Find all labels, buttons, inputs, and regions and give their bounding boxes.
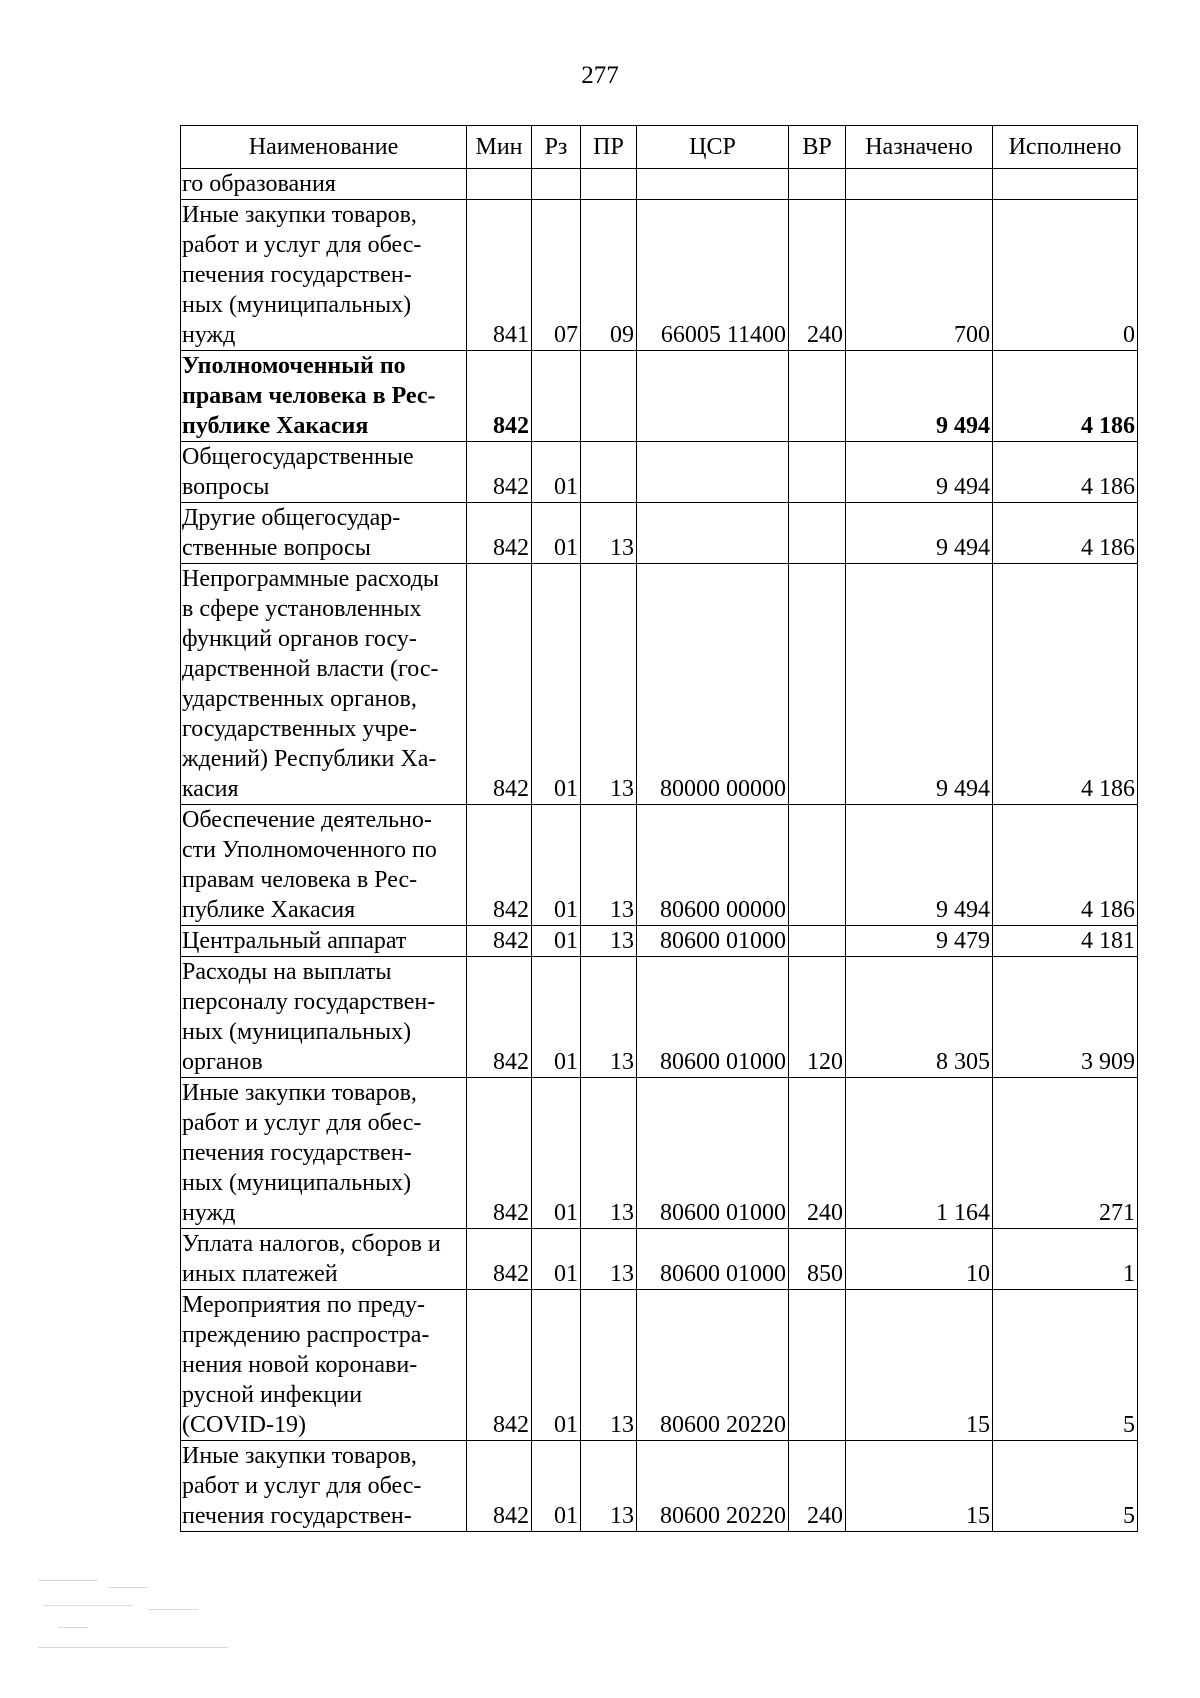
name-line: ственные вопросы (182, 535, 371, 561)
cell-executed: 4 186 (993, 503, 1138, 564)
cell-rz: 01 (532, 503, 581, 564)
table-row (181, 1229, 1138, 1290)
name-line: Другие общегосудар- (182, 505, 401, 531)
cell-assigned: 9 494 (846, 351, 993, 442)
cell-pr: 09 (581, 200, 637, 351)
name-line: Центральный аппарат (182, 928, 407, 954)
cell-min: 842 (467, 1290, 532, 1441)
cell-csr (637, 503, 789, 564)
name-line: (COVID-19) (182, 1412, 306, 1438)
name-line: Иные закупки товаров, (182, 1080, 417, 1106)
cell-name (181, 1290, 467, 1441)
cell-name (181, 1078, 467, 1229)
cell-min: 841 (467, 200, 532, 351)
cell-csr: 80600 20220 (637, 1290, 789, 1441)
cell-executed: 5 (993, 1290, 1138, 1441)
cell-name (181, 957, 467, 1078)
cell-pr: 13 (581, 1078, 637, 1229)
name-line: касия (182, 776, 239, 802)
name-line: ных (муниципальных) (182, 1170, 412, 1196)
table-row (181, 503, 1138, 564)
cell-pr: 13 (581, 926, 637, 957)
cell-csr: 66005 11400 (637, 200, 789, 351)
cell-csr (637, 442, 789, 503)
cell-rz: 01 (532, 442, 581, 503)
cell-vr: 240 (789, 1078, 846, 1229)
cell-pr: 13 (581, 564, 637, 805)
page-number: 277 (581, 62, 619, 89)
cell-name (181, 503, 467, 564)
cell-assigned (846, 169, 993, 200)
name-line: работ и услуг для обес- (182, 1110, 422, 1136)
budget-table (180, 125, 1138, 1532)
scan-artifact (38, 1575, 248, 1655)
name-line: Мероприятия по преду- (182, 1292, 425, 1318)
cell-csr: 80000 00000 (637, 564, 789, 805)
cell-rz: 01 (532, 1229, 581, 1290)
header-csr: ЦСР (637, 126, 789, 169)
cell-rz (532, 169, 581, 200)
name-line: функций органов госу- (182, 626, 417, 652)
name-line: нения новой коронави- (182, 1352, 418, 1378)
cell-vr (789, 351, 846, 442)
cell-vr: 240 (789, 200, 846, 351)
cell-name (181, 1229, 467, 1290)
cell-assigned: 9 494 (846, 805, 993, 926)
name-line: Уполномоченный по (182, 353, 406, 379)
cell-rz (532, 351, 581, 442)
cell-csr (637, 351, 789, 442)
cell-csr: 80600 00000 (637, 805, 789, 926)
name-line: дарственной власти (гос- (182, 656, 439, 682)
cell-executed: 0 (993, 200, 1138, 351)
name-line: публике Хакасия (182, 413, 369, 439)
cell-min: 842 (467, 351, 532, 442)
cell-name (181, 442, 467, 503)
cell-assigned: 15 (846, 1441, 993, 1532)
name-line: иных платежей (182, 1261, 338, 1287)
cell-name (181, 564, 467, 805)
cell-executed: 3 909 (993, 957, 1138, 1078)
cell-csr (637, 169, 789, 200)
cell-min: 842 (467, 503, 532, 564)
cell-executed: 4 186 (993, 805, 1138, 926)
header-vr: ВР (789, 126, 846, 169)
cell-csr: 80600 01000 (637, 1078, 789, 1229)
cell-pr (581, 442, 637, 503)
cell-assigned: 10 (846, 1229, 993, 1290)
cell-executed: 4 186 (993, 442, 1138, 503)
cell-assigned: 15 (846, 1290, 993, 1441)
name-line: русной инфекции (182, 1382, 363, 1408)
cell-vr: 120 (789, 957, 846, 1078)
cell-min (467, 169, 532, 200)
name-line: правам человека в Рес- (182, 383, 436, 409)
table-row (181, 805, 1138, 926)
name-line: печения государствен- (182, 1140, 412, 1166)
table-row (181, 1078, 1138, 1229)
cell-assigned: 9 494 (846, 442, 993, 503)
cell-assigned: 700 (846, 200, 993, 351)
cell-assigned: 9 494 (846, 503, 993, 564)
cell-vr: 240 (789, 1441, 846, 1532)
cell-csr: 80600 01000 (637, 1229, 789, 1290)
name-line: преждению распростра- (182, 1322, 430, 1348)
cell-min: 842 (467, 1078, 532, 1229)
cell-name (181, 351, 467, 442)
name-line: ударственных органов, (182, 686, 417, 712)
table-row (181, 1441, 1138, 1532)
cell-min: 842 (467, 805, 532, 926)
name-line: го образования (182, 171, 336, 197)
table-body (181, 169, 1138, 1532)
cell-min: 842 (467, 564, 532, 805)
cell-rz: 01 (532, 1078, 581, 1229)
cell-vr (789, 503, 846, 564)
cell-min: 842 (467, 926, 532, 957)
name-line: печения государствен- (182, 1503, 412, 1529)
cell-executed: 4 181 (993, 926, 1138, 957)
name-line: нужд (182, 322, 236, 348)
cell-executed: 4 186 (993, 351, 1138, 442)
cell-rz: 01 (532, 1290, 581, 1441)
cell-vr (789, 564, 846, 805)
name-line: правам человека в Рес- (182, 867, 418, 893)
cell-assigned: 1 164 (846, 1078, 993, 1229)
cell-min: 842 (467, 957, 532, 1078)
name-line: работ и услуг для обес- (182, 1473, 422, 1499)
header-name: Наименование (181, 126, 467, 169)
cell-pr (581, 169, 637, 200)
cell-name (181, 926, 467, 957)
header-rz: Рз (532, 126, 581, 169)
cell-csr: 80600 01000 (637, 957, 789, 1078)
cell-rz: 07 (532, 200, 581, 351)
cell-vr: 850 (789, 1229, 846, 1290)
cell-min: 842 (467, 442, 532, 503)
name-line: ждений) Республики Ха- (182, 746, 437, 772)
cell-pr: 13 (581, 805, 637, 926)
cell-assigned: 9 479 (846, 926, 993, 957)
cell-executed (993, 169, 1138, 200)
cell-rz: 01 (532, 805, 581, 926)
cell-assigned: 8 305 (846, 957, 993, 1078)
name-line: Общегосударственные (182, 444, 414, 470)
cell-name (181, 200, 467, 351)
header-pr: ПР (581, 126, 637, 169)
cell-pr (581, 351, 637, 442)
cell-pr: 13 (581, 957, 637, 1078)
header-assigned: Назначено (846, 126, 993, 169)
cell-executed: 4 186 (993, 564, 1138, 805)
cell-pr: 13 (581, 1290, 637, 1441)
name-line: сти Уполномоченного по (182, 837, 437, 863)
name-line: работ и услуг для обес- (182, 232, 422, 258)
cell-pr: 13 (581, 1441, 637, 1532)
table-row (181, 442, 1138, 503)
cell-min: 842 (467, 1229, 532, 1290)
name-line: ных (муниципальных) (182, 292, 412, 318)
table-row (181, 1290, 1138, 1441)
cell-pr: 13 (581, 503, 637, 564)
cell-name (181, 1441, 467, 1532)
name-line: Обеспечение деятельно- (182, 807, 432, 833)
cell-assigned: 9 494 (846, 564, 993, 805)
name-line: органов (182, 1049, 263, 1075)
cell-vr (789, 169, 846, 200)
cell-csr: 80600 01000 (637, 926, 789, 957)
name-line: Уплата налогов, сборов и (182, 1231, 441, 1257)
name-line: печения государствен- (182, 262, 412, 288)
name-line: Иные закупки товаров, (182, 1443, 417, 1469)
cell-rz: 01 (532, 1441, 581, 1532)
name-line: Непрограммные расходы (182, 566, 440, 592)
cell-name (181, 169, 467, 200)
cell-pr: 13 (581, 1229, 637, 1290)
cell-min: 842 (467, 1441, 532, 1532)
table-row (181, 564, 1138, 805)
cell-vr (789, 442, 846, 503)
cell-rz: 01 (532, 926, 581, 957)
name-line: ных (муниципальных) (182, 1019, 412, 1045)
header-min: Мин (467, 126, 532, 169)
table-row (181, 926, 1138, 957)
name-line: нужд (182, 1200, 236, 1226)
cell-csr: 80600 20220 (637, 1441, 789, 1532)
name-line: публике Хакасия (182, 897, 356, 923)
name-line: вопросы (182, 474, 270, 500)
cell-rz: 01 (532, 957, 581, 1078)
name-line: в сфере установленных (182, 596, 422, 622)
name-line: Расходы на выплаты (182, 959, 392, 985)
cell-rz: 01 (532, 564, 581, 805)
cell-executed: 271 (993, 1078, 1138, 1229)
header-executed: Исполнено (993, 126, 1138, 169)
cell-vr (789, 926, 846, 957)
table-header-row (181, 126, 1138, 169)
name-line: государственных учре- (182, 716, 418, 742)
cell-executed: 5 (993, 1441, 1138, 1532)
name-line: персоналу государствен- (182, 989, 436, 1015)
cell-name (181, 805, 467, 926)
table-row (181, 200, 1138, 351)
cell-executed: 1 (993, 1229, 1138, 1290)
name-line: Иные закупки товаров, (182, 202, 417, 228)
table-row (181, 957, 1138, 1078)
table-row (181, 169, 1138, 200)
cell-vr (789, 1290, 846, 1441)
table-row (181, 351, 1138, 442)
cell-vr (789, 805, 846, 926)
